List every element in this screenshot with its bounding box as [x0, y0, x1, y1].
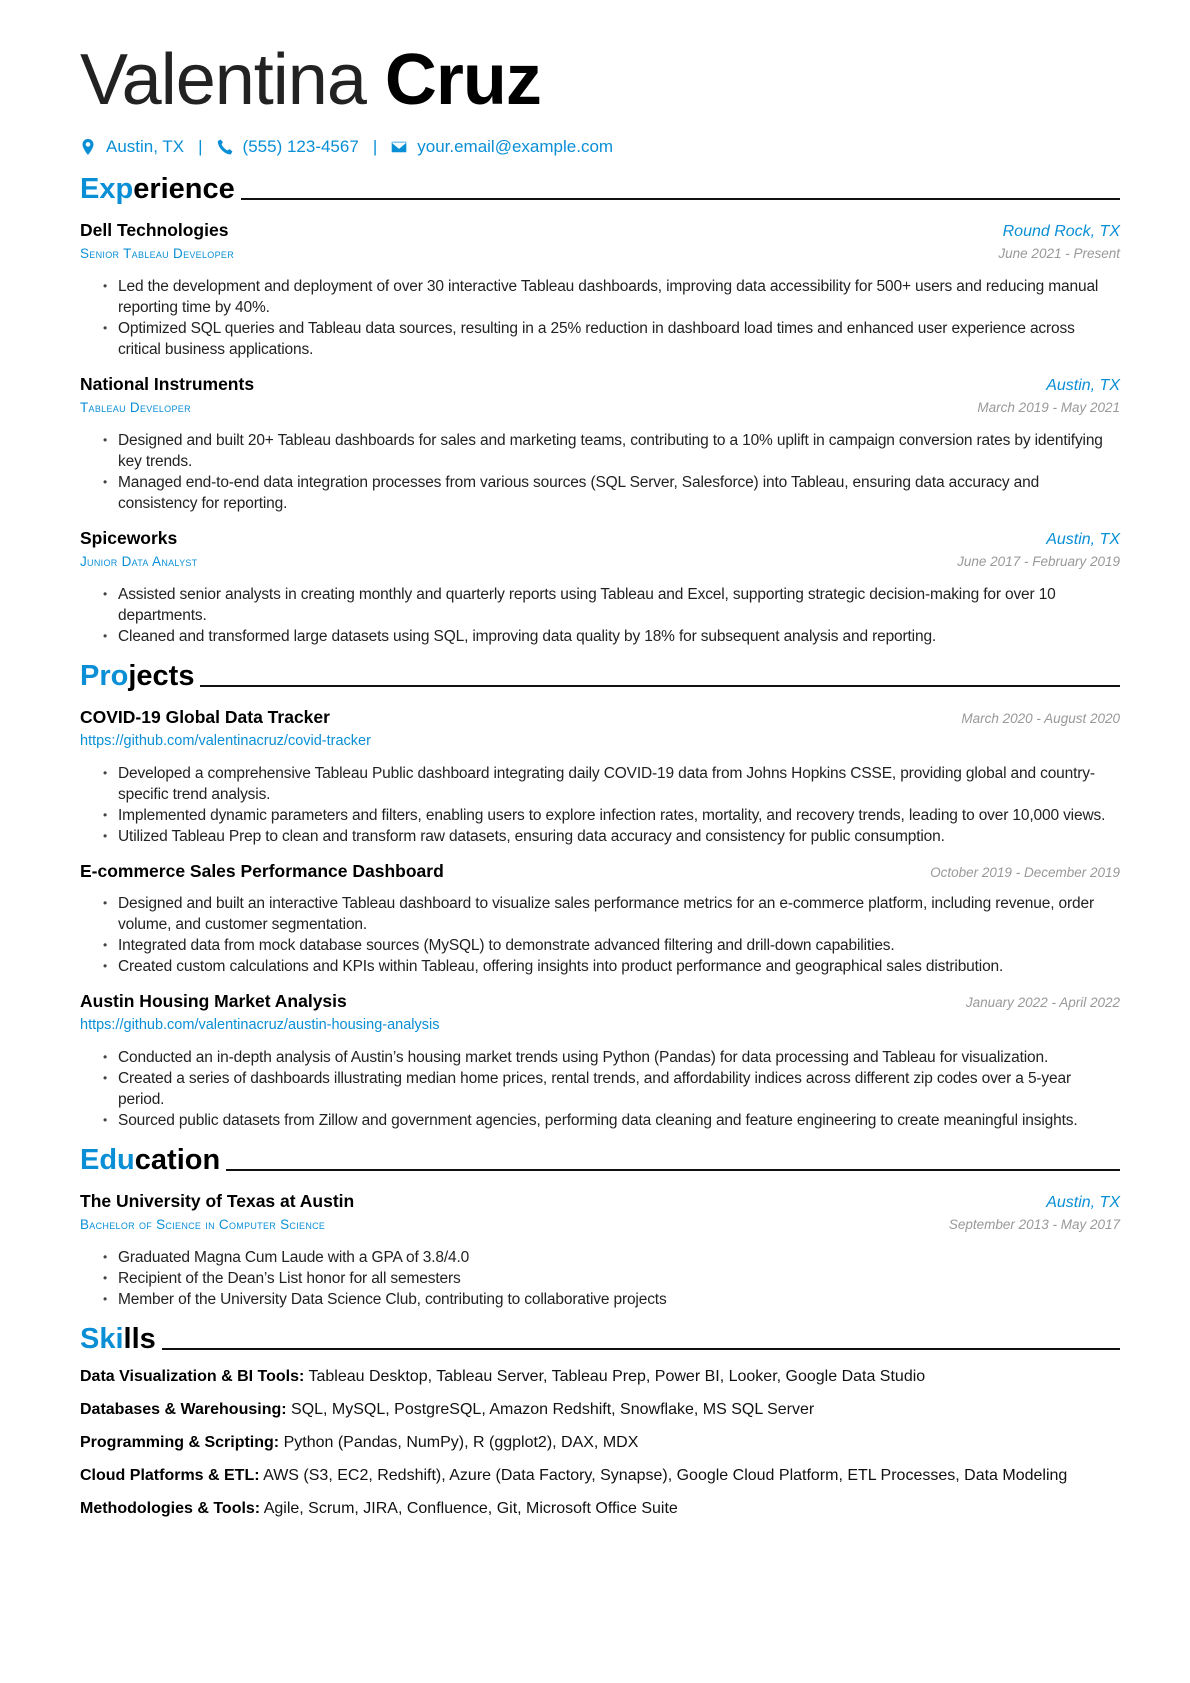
job-dates: June 2021 - Present — [998, 246, 1120, 261]
job-title: Tableau Developer — [80, 400, 191, 415]
envelope-icon — [391, 139, 407, 155]
company-name: National Instruments — [80, 374, 255, 394]
skill-row — [80, 1433, 1120, 1453]
separator: | — [198, 137, 203, 156]
skill-row — [80, 1466, 1120, 1486]
bullet: • Developed a comprehensive Tableau Public dashboard integrating daily COVID-19 data from Johns Hopkins CSSE, providing global and country-specific trend analysis. — [118, 763, 1120, 805]
entry-header — [80, 859, 1120, 883]
skill-category: Methodologies & Tools: — [80, 1500, 261, 1517]
job-title: Senior Tableau Developer — [80, 246, 234, 261]
experience-entry — [80, 372, 1120, 514]
map-pin-icon — [80, 139, 96, 155]
school-name: The University of Texas at Austin — [80, 1191, 355, 1211]
bullet: • Sourced public datasets from Zillow and government agencies, performing data cleaning and feature engineering to create meaningful insights. — [118, 1110, 1120, 1131]
phone-link[interactable]: (555) 123-4567 — [242, 137, 359, 156]
skill-values: SQL, MySQL, PostgreSQL, Amazon Redshift, Snowflake, MS SQL Server — [291, 1401, 815, 1418]
bullet-list — [118, 763, 1120, 847]
resume — [80, 40, 1120, 1519]
section-header-experience: Experience — [80, 170, 1120, 206]
separator: | — [372, 137, 378, 156]
skill-category: Databases & Warehousing: — [80, 1401, 287, 1418]
skill-row — [80, 1400, 1120, 1420]
job-location: Austin, TX — [1046, 377, 1120, 394]
bullet: • Designed and built an interactive Tableau dashboard to visualize sales performance metrics for an e-commerce platform, including revenue, order volume, and customer segmentation. — [118, 893, 1120, 935]
degree: Bachelor of Science in Computer Science — [80, 1217, 326, 1232]
bullet: • Implemented dynamic parameters and filters, enabling users to explore infection rates, mortality, and recovery trends, leading to over 10,000 views. — [118, 805, 1120, 826]
entry-header — [80, 989, 1120, 1013]
skill-row — [80, 1499, 1120, 1519]
project-name: COVID-19 Global Data Tracker — [80, 707, 330, 727]
experience-entry — [80, 218, 1120, 360]
skill-values: Agile, Scrum, JIRA, Confluence, Git, Microsoft Office Suite — [263, 1500, 678, 1517]
skill-category: Data Visualization & BI Tools: — [80, 1368, 305, 1385]
bullet-list — [118, 584, 1120, 647]
job-location: Austin, TX — [1046, 531, 1120, 548]
section-rule — [226, 1169, 1120, 1171]
entry-subheader — [80, 242, 1120, 266]
education-entry — [80, 1189, 1120, 1310]
project-name: E-commerce Sales Performance Dashboard — [80, 861, 444, 881]
skill-values: Python (Pandas, NumPy), R (ggplot2), DAX, MDX — [283, 1434, 639, 1451]
job-dates: March 2019 - May 2021 — [977, 400, 1120, 415]
bullet: • Cleaned and transformed large datasets using SQL, improving data quality by 18% for subsequent analysis and reporting. — [118, 626, 1120, 647]
bullet: • Managed end-to-end data integration processes from various sources (SQL Server, Salesforce) into Tableau, ensuring data accuracy and consistency for reporting. — [118, 472, 1120, 514]
section-header-projects: Projects — [80, 657, 1120, 693]
company-name: Spiceworks — [80, 528, 178, 548]
project-entry — [80, 989, 1120, 1131]
project-entry — [80, 705, 1120, 847]
company-name: Dell Technologies — [80, 220, 229, 240]
bullet: • Conducted an in-depth analysis of Austin’s housing market trends using Python (Pandas) for data processing and Tableau for visualization. — [118, 1047, 1120, 1068]
section-rule — [162, 1348, 1120, 1350]
bullet: • Assisted senior analysts in creating monthly and quarterly reports using Tableau and Excel, supporting strategic decision-making for over 10 departments. — [118, 584, 1120, 626]
phone-icon — [217, 139, 233, 155]
contact-bar — [80, 134, 1120, 160]
bullet: • Designed and built 20+ Tableau dashboards for sales and marketing teams, contributing to a 10% uplift in campaign conversion rates by identifying key trends. — [118, 430, 1120, 472]
section-rule — [241, 198, 1120, 200]
skill-row — [80, 1367, 1120, 1387]
job-title: Junior Data Analyst — [80, 554, 198, 569]
skill-values: AWS (S3, EC2, Redshift), Azure (Data Factory, Synapse), Google Cloud Platform, ETL Processes, Data Modeling — [263, 1467, 1068, 1484]
project-link[interactable]: https://github.com/valentinacruz/austin-housing-analysis — [80, 1017, 440, 1033]
skill-category: Cloud Platforms & ETL: — [80, 1467, 260, 1484]
skill-category: Programming & Scripting: — [80, 1434, 280, 1451]
project-dates: October 2019 - December 2019 — [930, 865, 1120, 880]
job-dates: June 2017 - February 2019 — [957, 554, 1120, 569]
email-link[interactable]: your.email@example.com — [417, 137, 614, 156]
experience-entry — [80, 526, 1120, 647]
entry-subheader — [80, 550, 1120, 574]
bullet: • Utilized Tableau Prep to clean and transform raw datasets, ensuring data accuracy and consistency for public consumption. — [118, 826, 1120, 847]
education-bullets — [118, 1247, 1120, 1310]
section-header-education: Education — [80, 1141, 1120, 1177]
bullet: • Integrated data from mock database sources (MySQL) to demonstrate advanced filtering and drill-down capabilities. — [118, 935, 1120, 956]
school-location: Austin, TX — [1046, 1194, 1120, 1211]
entry-subheader — [80, 396, 1120, 420]
bullet-list — [118, 1047, 1120, 1131]
project-dates: March 2020 - August 2020 — [961, 711, 1120, 726]
bullet: • Created custom calculations and KPIs within Tableau, offering insights into product performance and geographical sales distribution. — [118, 956, 1120, 977]
bullet-list — [118, 893, 1120, 977]
bullet: • Created a series of dashboards illustrating median home prices, rental trends, and affordability indices across different zip codes over a 5-year period. — [118, 1068, 1120, 1110]
bullet: • Recipient of the Dean’s List honor for all semesters — [118, 1268, 1120, 1289]
bullet: • Optimized SQL queries and Tableau data sources, resulting in a 25% reduction in dashboard load times and enhanced user experience across critical business applications. — [118, 318, 1120, 360]
job-location: Round Rock, TX — [1002, 223, 1120, 240]
project-link[interactable]: https://github.com/valentinacruz/covid-tracker — [80, 733, 371, 749]
candidate-name: Valentina Cruz — [80, 40, 541, 120]
bullet: • Member of the University Data Science Club, contributing to collaborative projects — [118, 1289, 1120, 1310]
section-header-skills: Skills — [80, 1320, 1120, 1356]
skill-values: Tableau Desktop, Tableau Server, Tableau Prep, Power BI, Looker, Google Data Studio — [308, 1368, 926, 1385]
entry-header — [80, 218, 1120, 242]
section-rule — [200, 685, 1120, 687]
entry-header — [80, 526, 1120, 550]
bullet-list — [118, 276, 1120, 360]
project-name: Austin Housing Market Analysis — [80, 991, 347, 1011]
entry-header — [80, 372, 1120, 396]
bullet: • Graduated Magna Cum Laude with a GPA of 3.8/4.0 — [118, 1247, 1120, 1268]
education-dates: September 2013 - May 2017 — [948, 1217, 1120, 1232]
entry-header — [80, 705, 1120, 729]
project-entry — [80, 859, 1120, 977]
bullet-list — [118, 430, 1120, 514]
location-text: Austin, TX — [106, 137, 185, 156]
project-dates: January 2022 - April 2022 — [965, 995, 1120, 1010]
bullet: • Led the development and deployment of over 30 interactive Tableau dashboards, improving data accessibility for 500+ users and reducing manual reporting time by 40%. — [118, 276, 1120, 318]
